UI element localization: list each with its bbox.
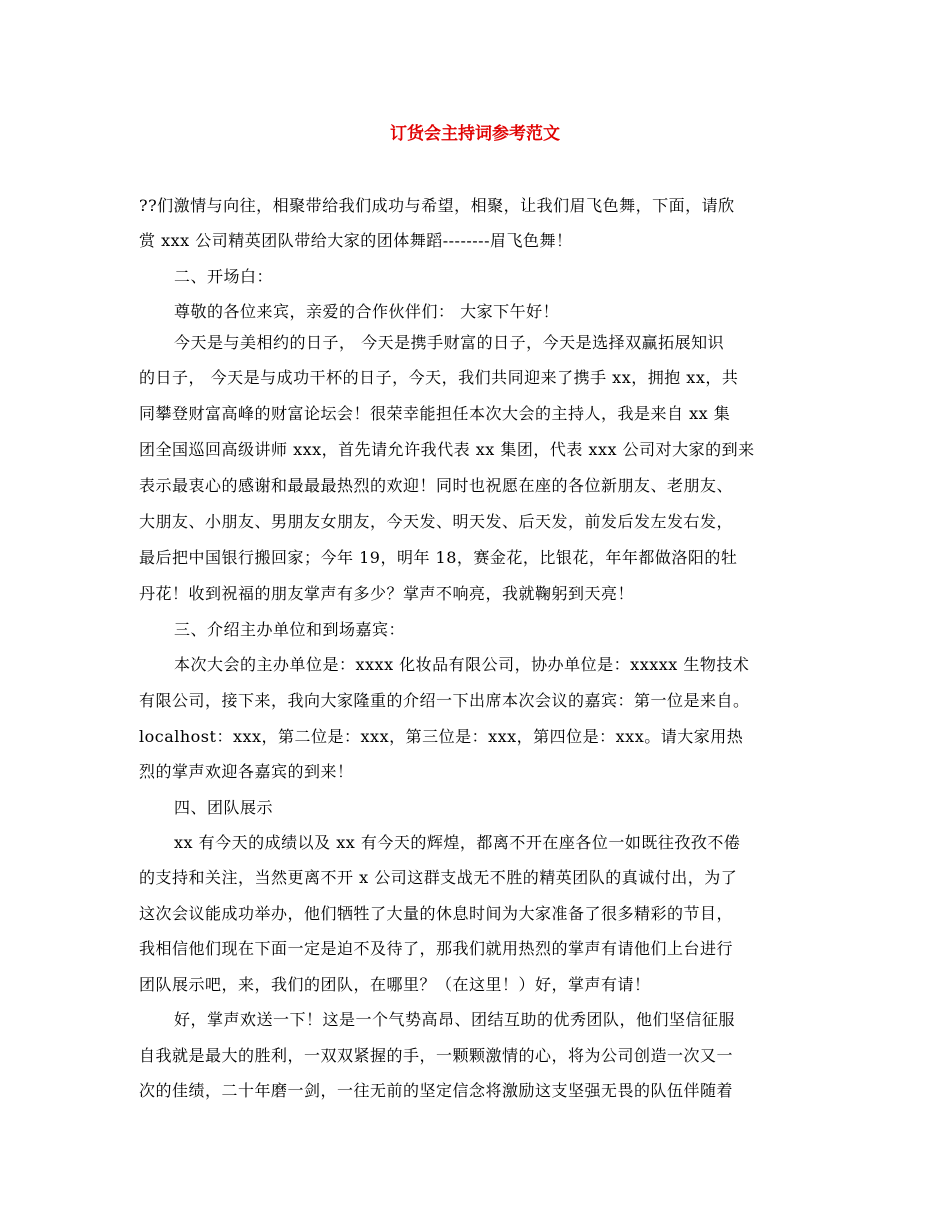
section-heading: 二、开场白：: [174, 267, 274, 286]
paragraph-line: localhost：xxx，第二位是：xxx，第三位是：xxx，第四位是：xxx。请大家用热: [139, 727, 744, 746]
paragraph-line: 烈的掌声欢迎各嘉宾的到来！: [139, 762, 354, 781]
paragraph-line: 我相信他们现在下面一定是迫不及待了，那我们就用热烈的掌声有请他们上台进行: [139, 939, 734, 958]
paragraph-line: 团队展示吧，来，我们的团队，在哪里？（在这里！）好，掌声有请！: [139, 975, 651, 994]
paragraph-line: ??们激情与向往，相聚带给我们成功与希望，相聚，让我们眉飞色舞，下面，请欣: [139, 196, 735, 215]
paragraph-line: 最后把中国银行搬回家；今年 19，明年 18，赛金花，比银花，年年都做洛阳的牡: [139, 548, 738, 567]
paragraph-line: 丹花！收到祝福的朋友掌声有多少？掌声不响亮，我就鞠躬到天亮！: [139, 584, 635, 603]
paragraph-line: 今天是与美相约的日子， 今天是携手财富的日子，今天是选择双赢拓展知识: [174, 333, 725, 352]
paragraph-line: 尊敬的各位来宾，亲爱的合作伙伴们： 大家下午好！: [174, 302, 560, 321]
paragraph-line: 的日子， 今天是与成功干杯的日子，今天，我们共同迎来了携手 xx，拥抱 xx，共: [139, 368, 739, 387]
paragraph-line: 有限公司，接下来，我向大家隆重的介绍一下出席本次会议的嘉宾：第一位是来自。: [139, 691, 750, 710]
section-heading: 四、团队展示: [174, 798, 274, 817]
paragraph-line: 本次大会的主办单位是：xxxx 化妆品有限公司，协办单位是：xxxxx 生物技术: [174, 655, 750, 674]
paragraph-line: 这次会议能成功举办，他们牺牲了大量的休息时间为大家准备了很多精彩的节目，: [139, 904, 734, 923]
paragraph-line: 自我就是最大的胜利，一双双紧握的手，一颗颗激情的心，将为公司创造一次又一: [139, 1046, 734, 1065]
paragraph-line: 好，掌声欢送一下！这是一个气势高昂、团结互助的优秀团队，他们坚信征服: [174, 1010, 736, 1029]
paragraph-line: 团全国巡回高级讲师 xxx，首先请允许我代表 xx 集团，代表 xxx 公司对大家的到来: [139, 440, 755, 459]
paragraph-line: xx 有今天的成绩以及 xx 有今天的辉煌，都离不开在座各位一如既往孜孜不倦: [174, 833, 741, 852]
paragraph-line: 表示最衷心的感谢和最最最热烈的欢迎！同时也祝愿在座的各位新朋友、老朋友、: [139, 476, 734, 495]
paragraph-line: 赏 xxx 公司精英团队带给大家的团体舞蹈--------眉飞色舞！: [139, 231, 573, 250]
paragraph-line: 大朋友、小朋友、男朋友女朋友，今天发、明天发、后天发，前发后发左发右发，: [139, 512, 734, 531]
document-title: 订货会主持词参考范文: [390, 124, 560, 144]
paragraph-line: 的支持和关注，当然更离不开 x 公司这群支战无不胜的精英团队的真诚付出，为了: [139, 868, 738, 887]
paragraph-line: 同攀登财富高峰的财富论坛会！很荣幸能担任本次大会的主持人，我是来自 xx 集: [139, 404, 731, 423]
section-heading: 三、介绍主办单位和到场嘉宾：: [174, 620, 406, 639]
paragraph-line: 次的佳绩，二十年磨一剑，一往无前的坚定信念将激励这支坚强无畏的队伍伴随着: [139, 1081, 734, 1100]
